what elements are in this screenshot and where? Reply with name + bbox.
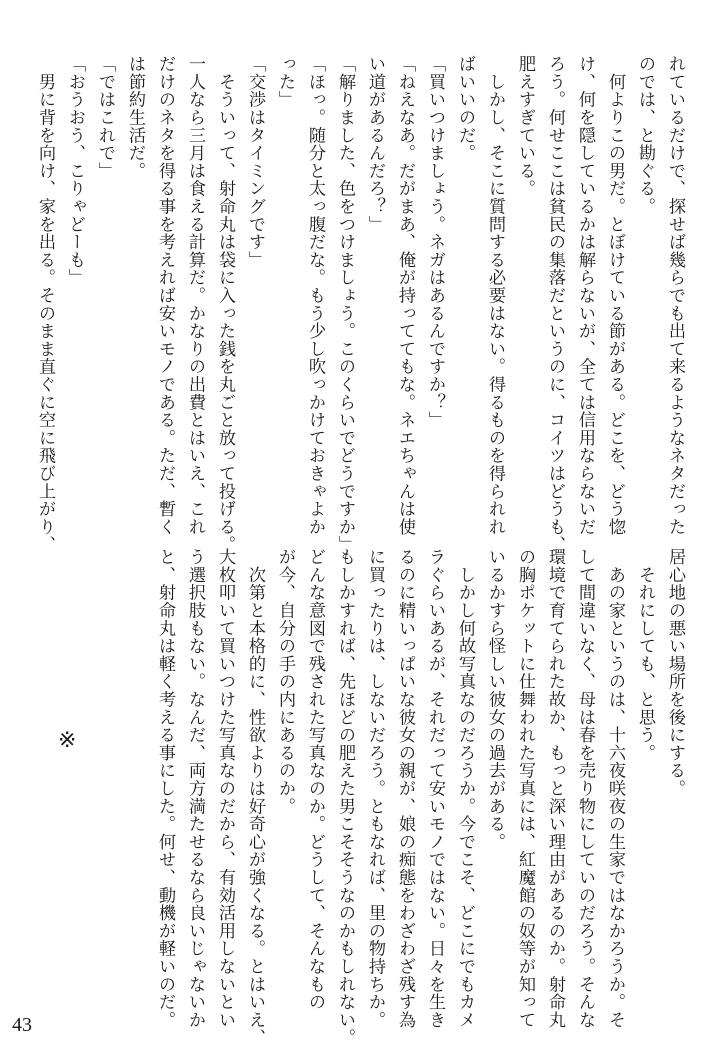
text-line: れているだけで、探せば幾らでも出て来るようなネタだった — [665, 55, 685, 536]
text-line: 居心地の悪い場所を後にする。 — [665, 548, 685, 798]
bottom-text-block — [150, 548, 690, 1047]
text-line: 「ねえなあ。だがまあ、俺が持っててもな。ネエちゃんは使 — [395, 55, 415, 536]
top-text-block — [30, 55, 690, 554]
text-line: もしかすれば、先ほどの肥えた男こそそうなのかもしれない。 — [335, 548, 355, 1047]
section-break-mark: ※ — [58, 728, 77, 753]
text-line: 何よりこの男だ。とぼけている節がある。どこを、どう惚 — [605, 55, 625, 536]
text-line: け、何を隠しているかは解らないが、全ては信用ならないだ — [575, 55, 595, 536]
text-line: しかし何故写真なのだろうか。今でこそ、どこにでもカメ — [455, 548, 475, 1029]
text-line: った」 — [275, 55, 295, 109]
text-line: 一人なら三月は食える計算だ。かなりの出費とはいえ、これ — [185, 55, 205, 536]
text-line: それにしても、と思う。 — [635, 548, 655, 762]
text-line: 「ほっ。随分と太っ腹だな。もう少し吹っかけておきゃよか — [305, 55, 325, 536]
text-line: だけのネタを得る事を考えれば安いモノである。ただ、暫く — [155, 55, 175, 536]
text-line: 「ではこれで」 — [95, 55, 115, 180]
text-line: い道があるんだろ？」 — [365, 55, 385, 233]
text-line: どんな意図で残された写真なのか。どうして、そんなもの — [305, 548, 325, 1011]
text-line: は節約生活だ。 — [125, 55, 145, 180]
text-line: 「交渉はタイミングです」 — [245, 55, 265, 269]
text-line: 「解りました、色をつけましょう。このくらいでどうですか」 — [335, 55, 355, 554]
text-line: 男に背を向け、家を出る。そのまま直ぐに空に飛び上がり、 — [35, 55, 55, 554]
text-line: るのに精いっぱいな彼女の親が、娘の痴態をわざわざ残す為 — [395, 548, 415, 1029]
text-line: 次第と本格的に、性欲よりは好奇心が強くなる。とはいえ、 — [245, 548, 265, 1047]
text-line: う選択肢もない。なんだ、両方満たせるなら良いじゃないか — [185, 548, 205, 1029]
text-line: 大枚叩いて買いつけた写真なのだから、有効活用しないとい — [215, 548, 235, 1029]
text-line: 「おうおう、こりゃどーも」 — [65, 55, 85, 287]
text-line: ろう。何せここは貧民の集落だというのに、コイツはどうも、 — [545, 55, 565, 554]
text-line: 「買いつけましょう。ネガはあるんですか？」 — [425, 55, 445, 429]
text-line: の胸ポケットに仕舞われた写真には、紅魔館の奴等が知って — [515, 548, 535, 1029]
text-line: に買ったりは、しないだろう。ともなれば、里の物持ちか。 — [365, 548, 385, 1029]
text-line: いるかすら怪しい彼女の過去がある。 — [485, 548, 505, 851]
text-line: が今、自分の手の内にあるのか。 — [275, 548, 295, 815]
text-line: のでは、と勘ぐる。 — [635, 55, 655, 216]
text-line: 肥えすぎている。 — [515, 55, 535, 198]
text-line: しかし、そこに質問する必要はない。得るものを得られれ — [485, 55, 505, 536]
text-line: ばいいのだ。 — [455, 55, 475, 162]
page-number: 43 — [12, 1014, 32, 1036]
text-line: そういって、射命丸は袋に入った銭を丸ごと放って投げる。 — [215, 55, 235, 554]
text-line: ラぐらいあるが、それだって安いモノではない。日々を生き — [425, 548, 445, 1029]
text-line: あの家というのは、十六夜咲夜の生家ではなかろうか。そ — [605, 548, 625, 1029]
text-line: して間違いなく、母は春を売り物にしていのだろう。そんな — [575, 548, 595, 1029]
text-line: と、射命丸は軽く考える事にした。何せ、動機が軽いのだ。 — [155, 548, 175, 1029]
text-line: 環境で育てられた故か、もっと深い理由があるのか。射命丸 — [545, 548, 565, 1029]
